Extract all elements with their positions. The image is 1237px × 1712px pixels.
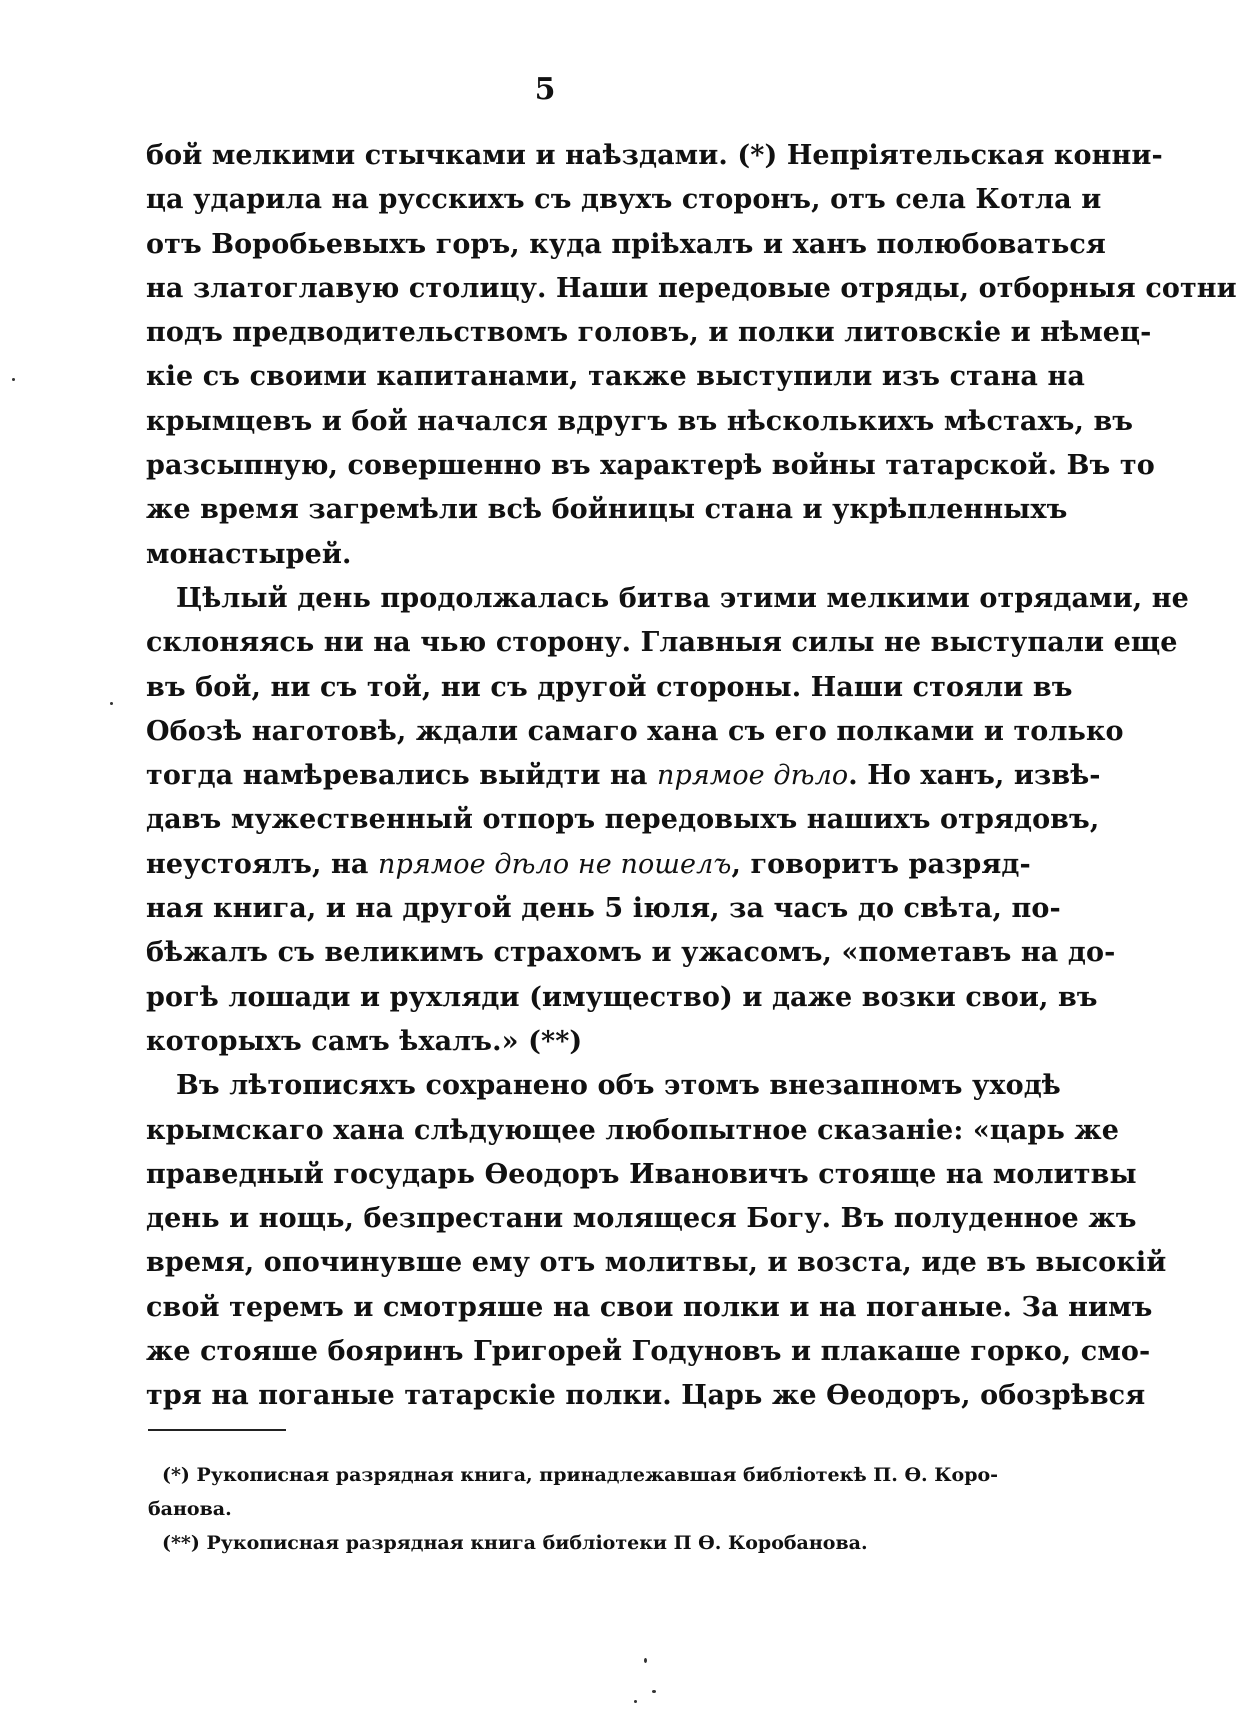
text-line: крымскаго хана слѣдующее любопытное сказаніе: «царь же: [146, 1114, 1120, 1146]
footnote-line: банова.: [148, 1498, 232, 1520]
footnote-rule: [148, 1429, 286, 1431]
text-line: склоняясь ни на чью сторону. Главныя силы не выступали еще: [146, 627, 1178, 659]
text-line: крымцевъ и бой начался вдругъ въ нѣсколькихъ мѣстахъ, въ: [146, 405, 1134, 437]
text-line: ная книга, и на другой день 5 іюля, за часъ до свѣта, по-: [146, 893, 1061, 925]
text-segment: тогда намѣревались выйдти на: [146, 760, 657, 792]
text-line: же время загремѣли всѣ бойницы стана и укрѣпленныхъ: [146, 494, 1068, 526]
text-line: которыхъ самъ ѣхалъ.» (**): [146, 1025, 583, 1057]
text-line: въ бой, ни съ той, ни съ другой стороны. Наши стояли въ: [146, 671, 1073, 703]
footnotes: [148, 1458, 999, 1560]
text-segment: . Но ханъ, извѣ-: [848, 760, 1101, 792]
text-segment: неустоялъ, на: [146, 848, 378, 880]
text-line: Цѣлый день продолжалась битва этими мелкими отрядами, не: [176, 582, 1189, 614]
text-line: [146, 754, 1101, 798]
text-line: день и нощь, безпрестани молящеся Богу. Въ полуденное жъ: [146, 1203, 1137, 1235]
italic-phrase: прямое дѣло: [656, 760, 849, 792]
text-line: бой мелкими стычками и наѣздами. (*) Непріятельская конни-: [146, 140, 1163, 171]
text-line: [146, 843, 1031, 887]
text-line: отъ Воробьевыхъ горъ, куда пріѣхалъ и ханъ полюбоваться: [146, 228, 1106, 260]
text-line: свой теремъ и смотряше на свои полки и на поганые. За нимъ: [146, 1291, 1153, 1323]
text-line: подъ предводительствомъ головъ, и полки литовскіе и нѣмец-: [146, 317, 1152, 349]
italic-phrase: прямое дѣло не пошелъ: [377, 848, 732, 880]
text-line: разсыпную, совершенно въ характерѣ войны татарской. Въ то: [146, 450, 1155, 482]
text-line: на златоглавую столицу. Наши передовые отряды, отборныя сотни: [146, 272, 1237, 304]
page-number: 5: [534, 72, 556, 107]
text-line: Обозѣ наготовѣ, ждали самаго хана съ его полками и только: [146, 715, 1124, 747]
text-line: Въ лѣтописяхъ сохранено объ этомъ внезапномъ уходѣ: [176, 1070, 1061, 1102]
text-line: бѣжалъ съ великимъ страхомъ и ужасомъ, «пометавъ на до-: [146, 937, 1116, 969]
text-line: время, опочинувше ему отъ молитвы, и возста, иде въ высокій: [146, 1247, 1167, 1279]
text-line: монастырей.: [146, 538, 352, 570]
text-line: праведный государь Өеодоръ Ивановичъ стояще на молитвы: [146, 1158, 1137, 1190]
text-line: кіе съ своими капитанами, также выступили изъ стана на: [146, 361, 1085, 393]
text-line: ца ударила на русскихъ съ двухъ сторонъ, отъ села Котла и: [146, 184, 1102, 216]
text-line: давъ мужественный отпоръ передовыхъ нашихъ отрядовъ,: [146, 804, 1100, 836]
text-line: тря на поганые татарскіе полки. Царь же Өеодоръ, обозрѣвся: [146, 1380, 1146, 1412]
text-line: рогѣ лошади и рухляди (имущество) и даже возки свои, въ: [146, 981, 1098, 1013]
footnote-line: (*) Рукописная разрядная книга, принадлежавшая библіотекѣ П. Ө. Коро-: [162, 1464, 999, 1486]
text-line: же стояше бояринъ Григорей Годуновъ и плакаше горко, смо-: [146, 1336, 1151, 1368]
text-segment: , говоритъ разряд-: [731, 848, 1031, 880]
footnote-line: (**) Рукописная разрядная книга библіотеки П Ө. Коробанова.: [162, 1532, 868, 1554]
body-text: [146, 134, 1237, 1419]
